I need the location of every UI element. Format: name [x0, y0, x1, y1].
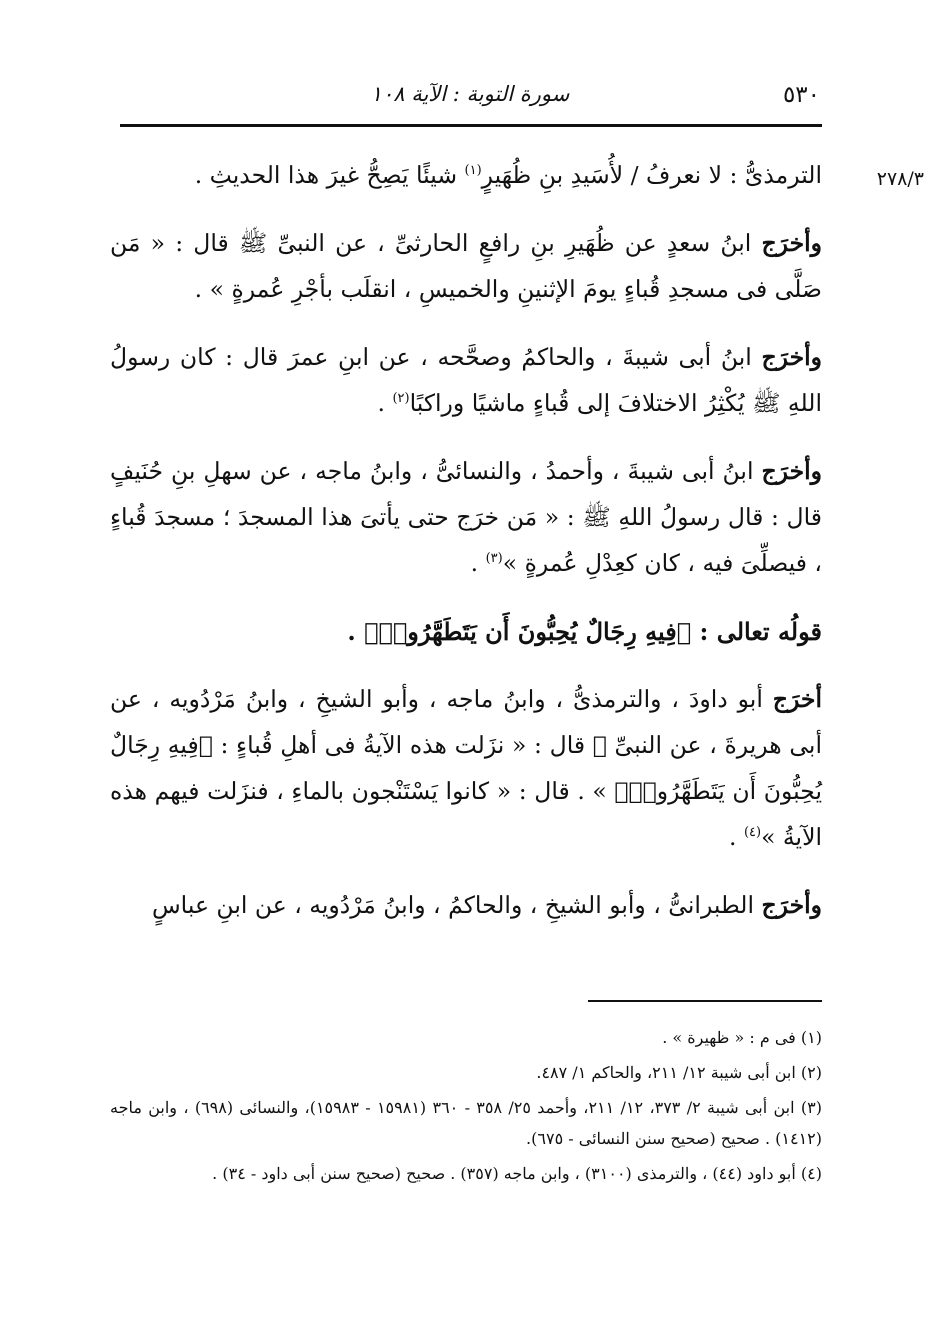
- verse-heading-tail: .: [347, 617, 365, 646]
- paragraph-1: [110, 152, 822, 198]
- footnote-marker: (١): [464, 163, 482, 179]
- footnote-marker: (٤): [743, 825, 762, 841]
- header-rule: [120, 124, 822, 127]
- paragraph-lead: أخرَج: [772, 685, 822, 713]
- footnote-rule: [588, 1000, 822, 1002]
- page-header: [120, 78, 820, 118]
- paragraph-6: [110, 882, 822, 928]
- page-number: ٥٣٠: [782, 82, 820, 108]
- footnotes: [110, 1022, 822, 1193]
- paragraph-text: ابنُ أبى شيبةَ ، والحاكمُ وصحَّحه ، عن ابنِ عمرَ قال : كان رسولُ اللهِ ﷺ يُكْثِرُ الاختلافَ إلى قُباءٍ ماشيًا وراكبًا: [110, 343, 822, 417]
- paragraph-lead: وأخرَج: [761, 891, 822, 919]
- paragraph-tail: .: [377, 389, 393, 417]
- footnote-1: (١) فى م : « ظهيرة » .: [662, 1028, 822, 1047]
- footnote-2: (٢) ابن أبى شيبة ١٢/ ٢١١، والحاكم ١/ ٤٨٧.: [536, 1063, 822, 1082]
- paragraph-text: ابنُ سعدٍ عن ظُهَيرِ بنِ رافعٍ الحارثىِّ ، عن النبىِّ ﷺ قال : « مَن صَلَّى فى مسجدِ قُباءٍ يومَ الإثنينِ والخميسِ ، انقلَب بأجْرِ عُمرةٍ » .: [110, 229, 822, 303]
- paragraph-tail: شيئًا يَصِحُّ غيرَ هذا الحديثِ .: [194, 161, 465, 189]
- paragraph-lead: وأخرَج: [761, 229, 823, 257]
- main-text: [110, 152, 822, 950]
- paragraph-tail: .: [728, 823, 744, 851]
- quran-verse: ﴿فِيهِ رِجَالٌ يُحِبُّونَ أَن يَتَطَهَّرُوا۟﴾: [364, 617, 692, 646]
- footnote-marker: (٣): [485, 551, 503, 567]
- paragraph-text: أبو داودَ ، والترمذىُّ ، وابنُ ماجه ، وأبو الشيخِ ، وابنُ مَرْدُويه ، عن أبى هريرةَ ، عن النبىِّ ﷺ قال : « نزَلت هذه الآيةُ فى أهلِ قُباءٍ : ﴿فِيهِ رِجَالٌ يُحِبُّونَ أَن يَتَطَهَّرُوا۟﴾ » . قال : « كانوا يَسْتَنْجون بالماءِ ، فنزَلت فيهم هذه الآيةُ »: [110, 685, 822, 851]
- verse-heading-label: قولُه تعالى :: [691, 617, 822, 646]
- margin-reference: ٢٧٨/٣: [876, 168, 924, 190]
- paragraph-2: [110, 220, 822, 312]
- paragraph-text: الترمذىُّ : لا نعرفُ / لأُسَيدِ بنِ ظُهَيرٍ: [481, 161, 822, 189]
- footnote-3: (٣) ابن أبى شيبة ٢/ ٣٧٣، ١٢/ ٢١١، وأحمد ٢٥/ ٣٥٨ - ٣٦٠ (١٥٩٨١ - ١٥٩٨٣)، والنسائى (٦٩٨) ، وابن ماجه (١٤١٢) . صحيح (صحيح سنن النسائى - ٦٧٥).: [110, 1098, 822, 1148]
- paragraph-text: الطبرانىُّ ، وأبو الشيخِ ، والحاكمُ ، وابنُ مَرْدُويه ، عن ابنِ عباسٍ: [152, 891, 762, 919]
- footnote-4: (٤) أبو داود (٤٤) ، والترمذى (٣١٠٠) ، وابن ماجه (٣٥٧) . صحيح (صحيح سنن أبى داود - ٣٤) .: [212, 1164, 822, 1183]
- paragraph-text: ابنُ أبى شيبةَ ، وأحمدُ ، والنسائىُّ ، وابنُ ماجه ، عن سهلِ بنِ حُنَيفٍ قال : قال رسولُ اللهِ ﷺ : « مَن خرَج حتى يأتىَ هذا المسجدَ ؛ مسجدَ قُباءٍ ، فيصلِّىَ فيه ، كان كعِدْلِ عُمرةٍ »: [110, 457, 822, 577]
- footnote-marker: (٢): [392, 391, 410, 407]
- paragraph-5: [110, 676, 822, 860]
- paragraph-3: [110, 334, 822, 426]
- verse-heading: [110, 608, 822, 656]
- paragraph-lead: وأخرَج: [761, 457, 822, 485]
- paragraph-lead: وأخرَج: [761, 343, 822, 371]
- running-title: سورة التوبة : الآية ١٠٨: [370, 82, 570, 106]
- paragraph-tail: .: [470, 549, 486, 577]
- paragraph-4: [110, 448, 822, 586]
